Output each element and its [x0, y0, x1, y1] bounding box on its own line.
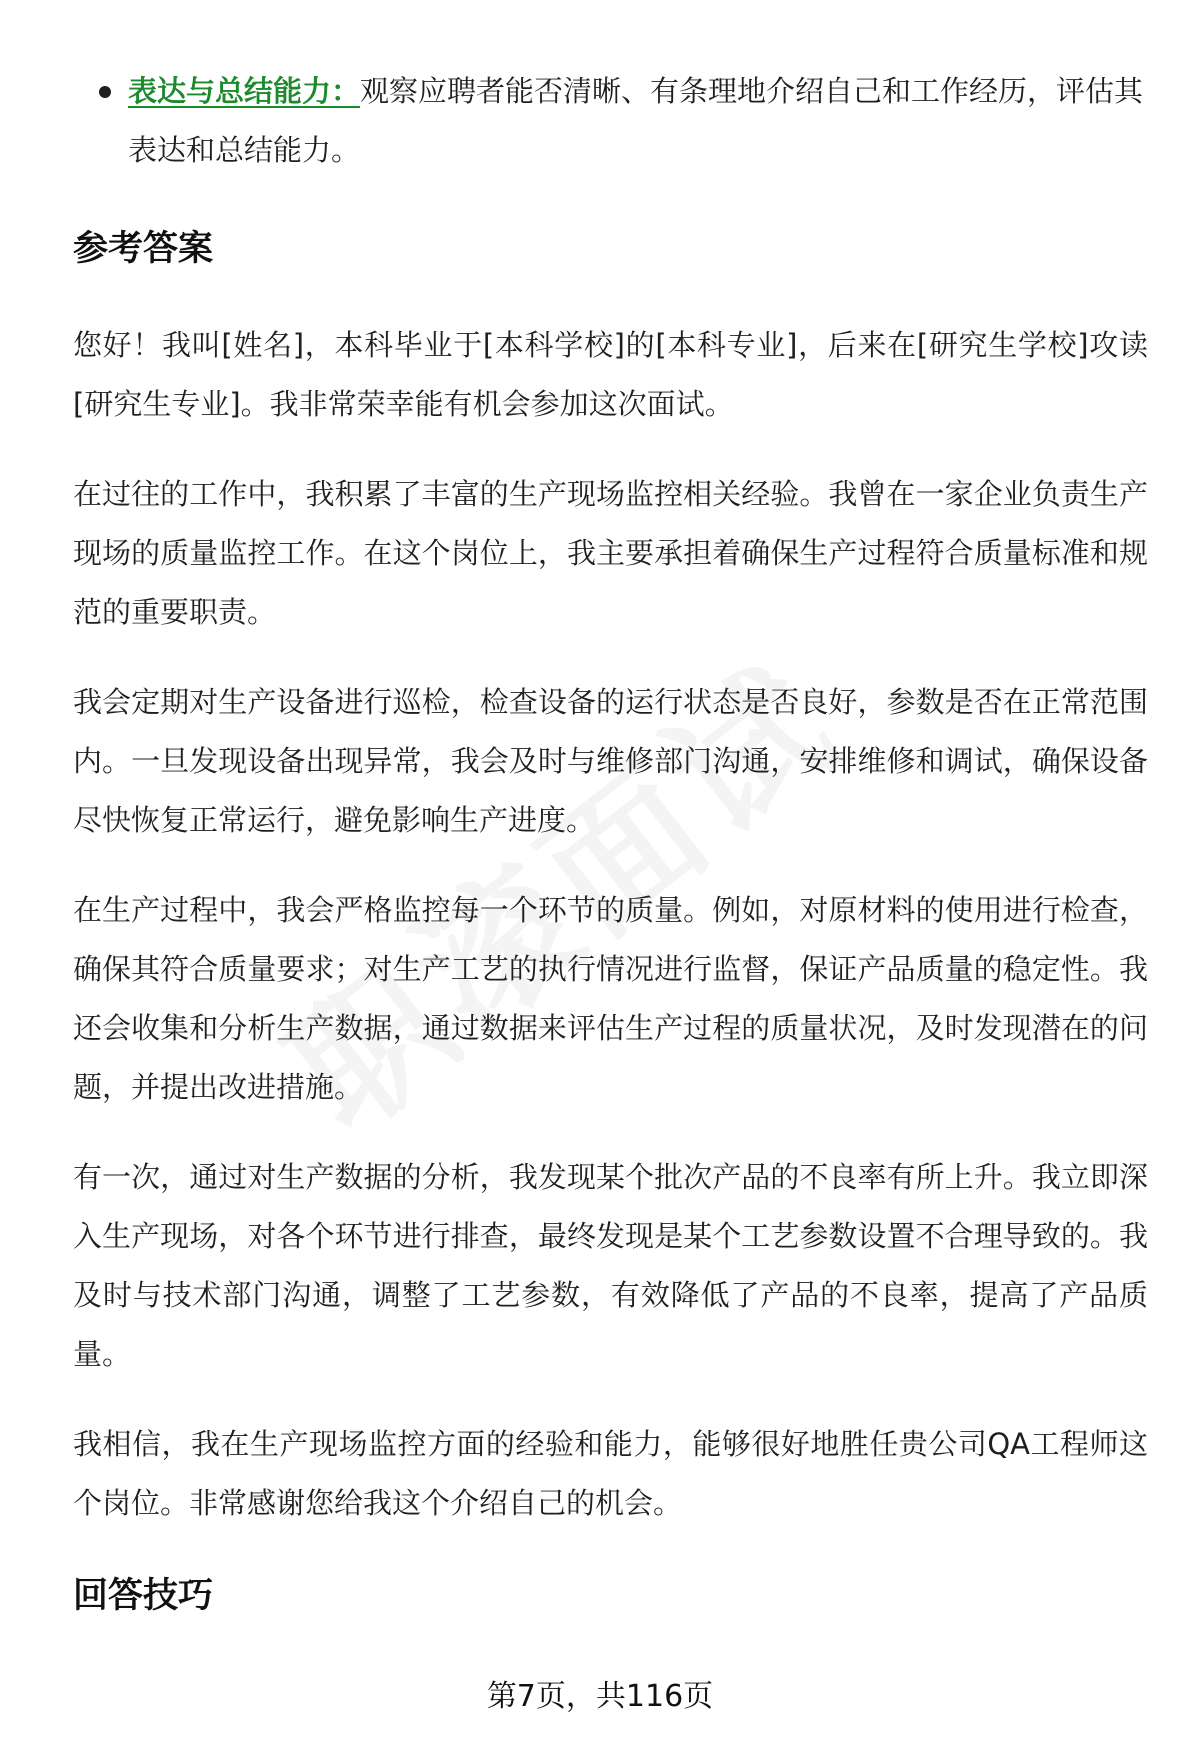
answer-paragraph: 我会定期对生产设备进行巡检，检查设备的运行状态是否良好，参数是否在正常范围内。一旦发现设备出现异常，我会及时与维修部门沟通，安排维修和调试，确保设备尽快恢复正常运行，避免影响生产进度。: [73, 685, 1148, 837]
bullet-list-item: [73, 62, 1148, 180]
answer-paragraph: 您好！我叫[姓名]，本科毕业于[本科学校]的[本科专业]，后来在[研究生学校]攻读[研究生专业]。我非常荣幸能有机会参加这次面试。: [73, 328, 1148, 421]
answer-paragraph: 在过往的工作中，我积累了丰富的生产现场监控相关经验。我曾在一家企业负责生产现场的质量监控工作。在这个岗位上，我主要承担着确保生产过程符合质量标准和规范的重要职责。: [73, 477, 1148, 629]
bullet-label: 表达与总结能力：: [128, 74, 361, 108]
answer-paragraph: 在生产过程中，我会严格监控每一个环节的质量。例如，对原材料的使用进行检查，确保其符合质量要求；对生产工艺的执行情况进行监督，保证产品质量的稳定性。我还会收集和分析生产数据，通过数据来评估生产过程的质量状况，及时发现潜在的问题，并提出改进措施。: [73, 893, 1148, 1104]
page-number: 第7页，共116页: [486, 1679, 714, 1714]
answer-paragraph: 有一次，通过对生产数据的分析，我发现某个批次产品的不良率有所上升。我立即深入生产现场，对各个环节进行排查，最终发现是某个工艺参数设置不合理导致的。我及时与技术部门沟通，调整了工艺参数，有效降低了产品的不良率，提高了产品质量。: [73, 1160, 1148, 1371]
document-content: [73, 62, 1148, 1621]
answer-paragraph: 我相信，我在生产现场监控方面的经验和能力，能够很好地胜任贵公司QA工程师这个岗位。非常感谢您给我这个介绍自己的机会。: [73, 1427, 1148, 1520]
section-heading-reference-answer: 参考答案: [73, 229, 214, 269]
bullet-text: 观察应聘者能否清晰、有条理地介绍自己和工作经历，评估其表达和总结能力。: [128, 74, 1144, 167]
section-heading-answer-tips: 回答技巧: [73, 1576, 214, 1616]
bullet-dot-icon: [99, 86, 111, 98]
